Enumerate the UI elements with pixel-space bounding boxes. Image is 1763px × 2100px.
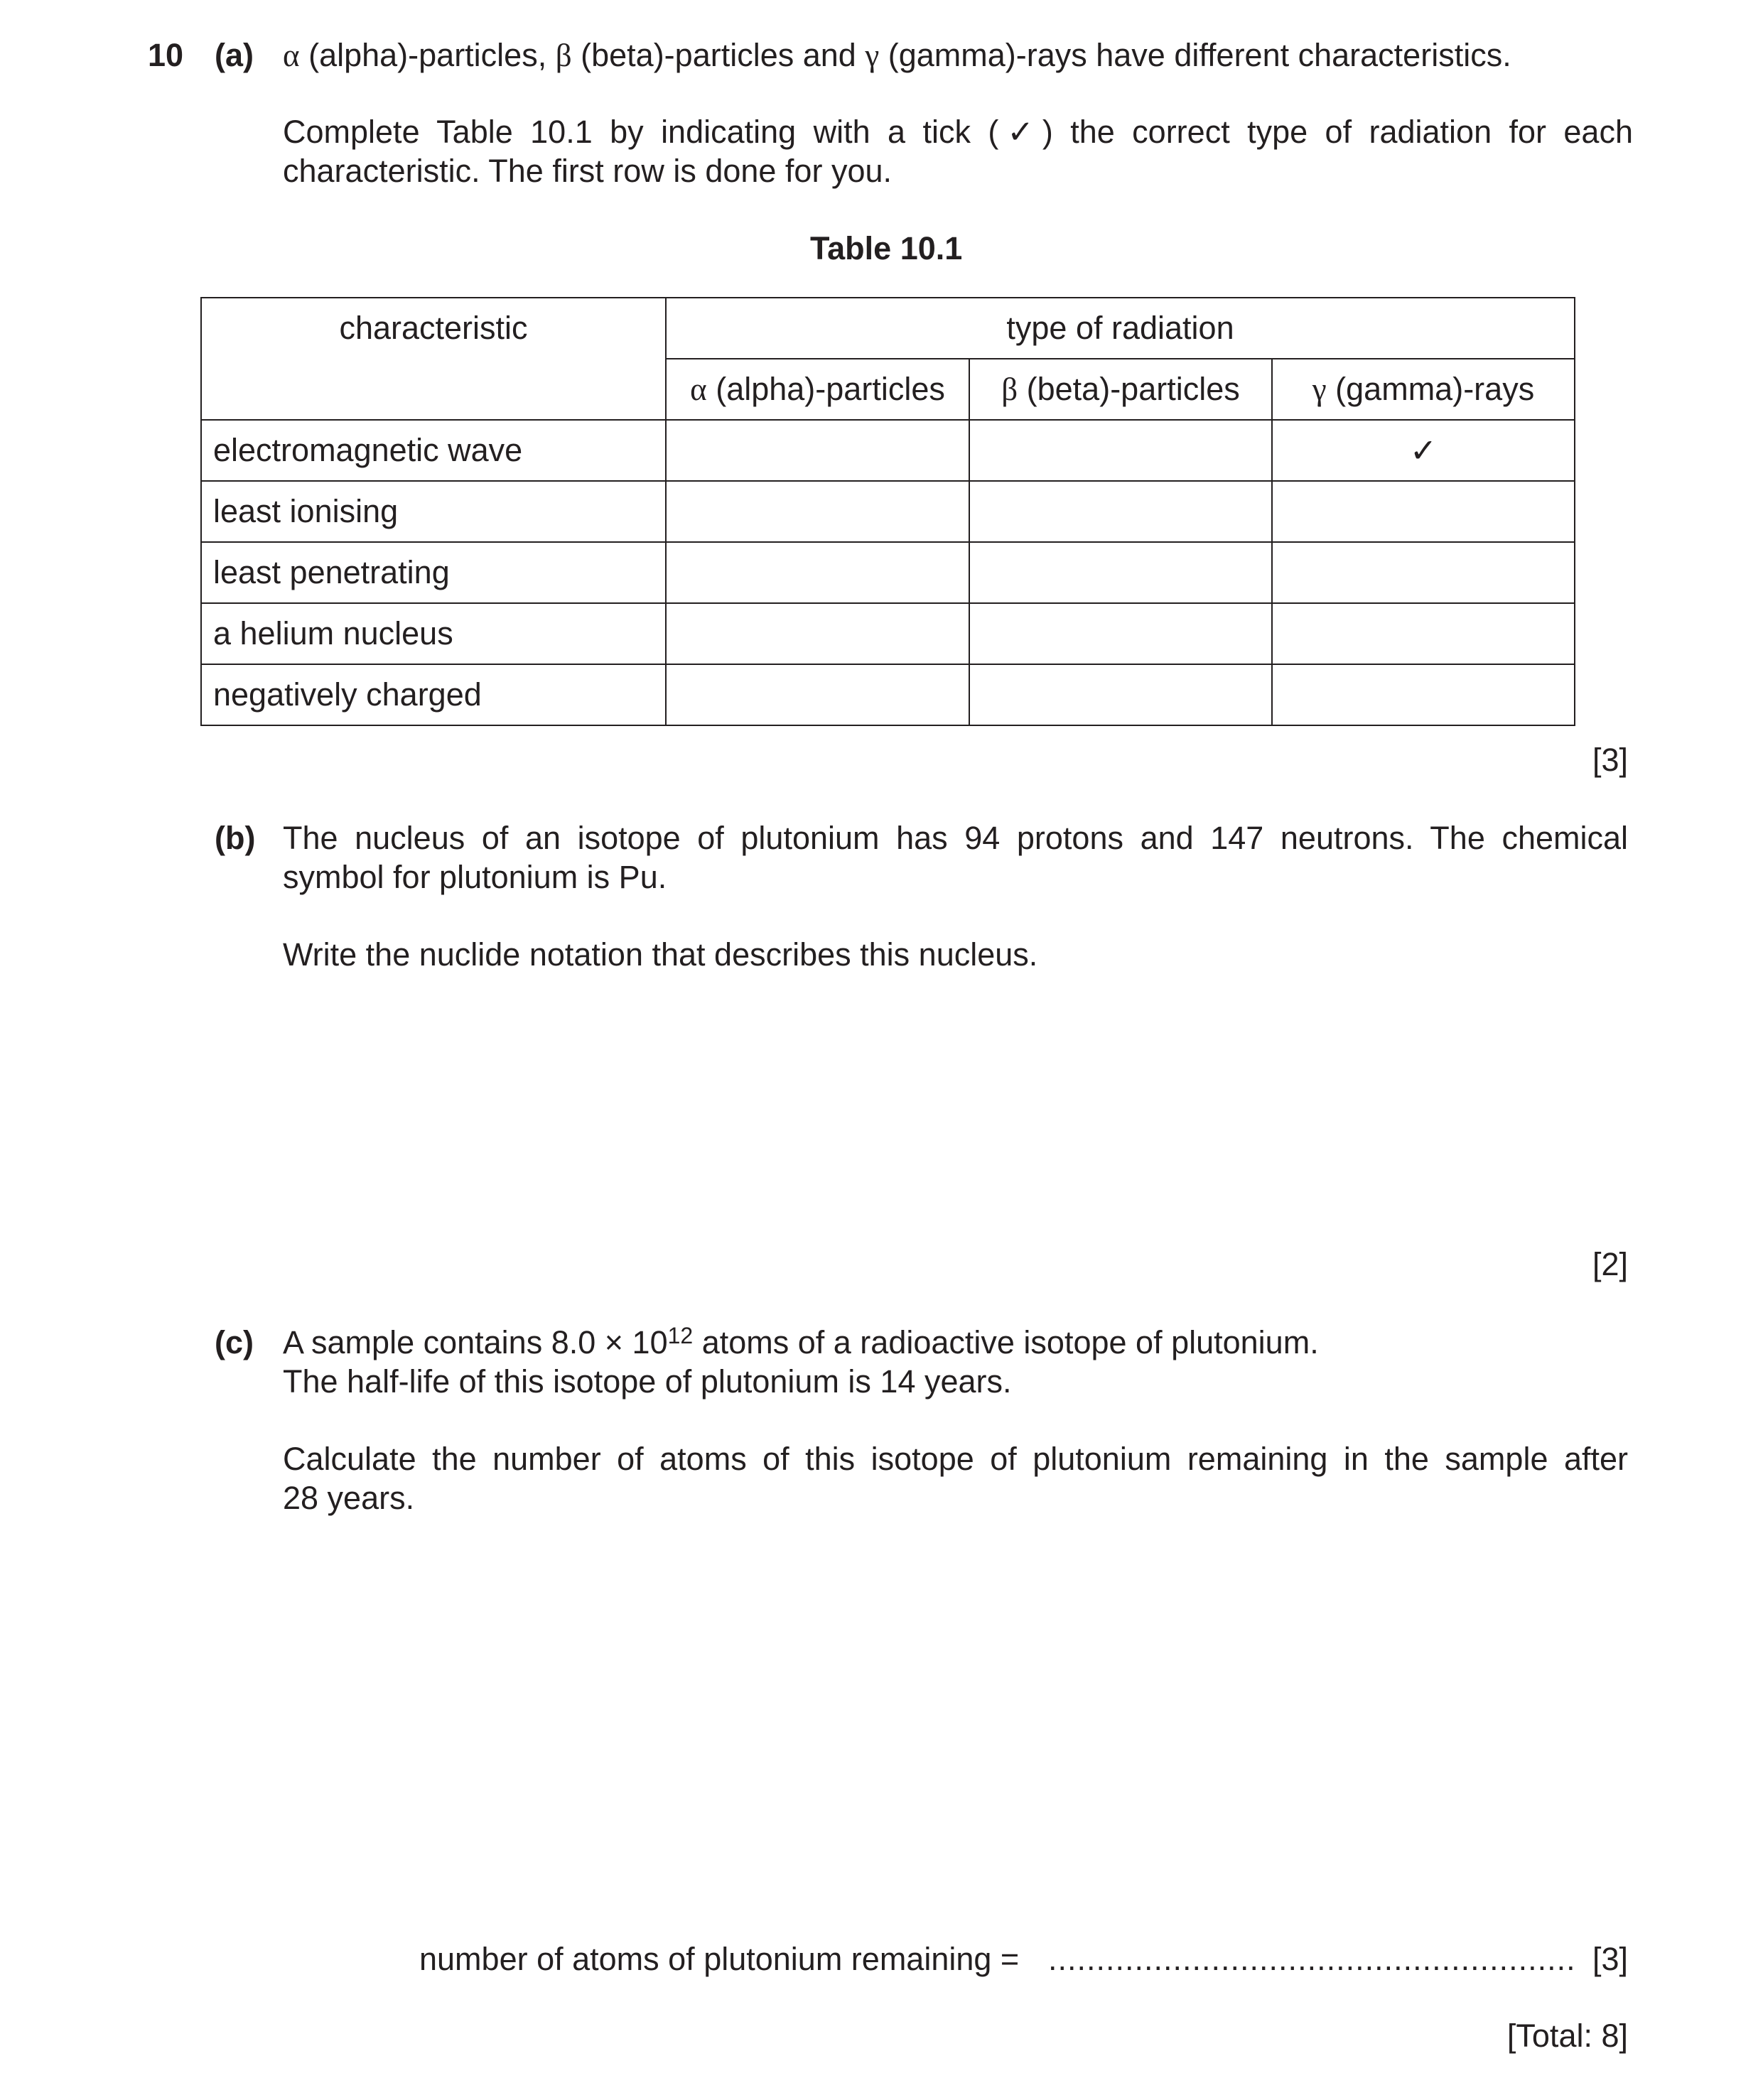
part-c-line1 <box>283 1323 1319 1362</box>
answer-label: number of atoms of plutonium remaining = <box>419 1941 1020 1977</box>
table-caption: Table 10.1 <box>810 230 963 266</box>
table-row <box>201 664 1575 725</box>
header-gamma <box>1272 359 1575 420</box>
answer-cell-beta[interactable] <box>969 664 1272 725</box>
part-b-instruction: Write the nuclide notation that describes this nucleus. <box>283 936 1038 973</box>
part-b-line2: symbol for plutonium is Pu. <box>283 859 667 895</box>
answer-cell-alpha[interactable] <box>666 664 969 725</box>
answer-cell-alpha[interactable] <box>666 542 969 603</box>
alpha-symbol: α <box>283 38 300 73</box>
beta-symbol: β <box>555 38 572 73</box>
answer-cell-gamma[interactable] <box>1272 664 1575 725</box>
part-c-line2: The half-life of this isotope of plutonium is 14 years. <box>283 1363 1012 1400</box>
table-row <box>201 542 1575 603</box>
answer-cell-beta[interactable] <box>969 603 1272 664</box>
intro-beta-text: (beta)-particles and <box>571 37 866 73</box>
tick-mark-gamma: ✓ <box>1272 420 1575 481</box>
row-characteristic: negatively charged <box>201 664 666 725</box>
intro-alpha-text: (alpha)-particles, <box>299 37 556 73</box>
header-alpha <box>666 359 969 420</box>
part-b-answer-space[interactable] <box>283 987 1628 1236</box>
total-marks: [Total: 8] <box>1506 2018 1628 2054</box>
answer-cell-beta[interactable] <box>969 481 1272 542</box>
part-b-line1: The nucleus of an isotope of plutonium has 94 protons and 147 neutrons. The chemical <box>283 820 1628 856</box>
answer-cell-alpha[interactable] <box>666 481 969 542</box>
answer-cell-beta[interactable] <box>969 542 1272 603</box>
radiation-table <box>200 297 1575 726</box>
part-a-instruction-line1: Complete Table 10.1 by indicating with a tick (✓) the correct type of radiation for each <box>283 114 1633 150</box>
row-characteristic: electromagnetic wave <box>201 420 666 481</box>
answer-cell-gamma[interactable] <box>1272 481 1575 542</box>
part-c-instruction-line2: 28 years. <box>283 1480 415 1516</box>
part-b-marks: [2] <box>1592 1246 1628 1282</box>
header-alpha-text: (alpha)-particles <box>706 371 945 407</box>
header-type-of-radiation: type of radiation <box>666 298 1575 359</box>
row-characteristic: least penetrating <box>201 542 666 603</box>
beta-symbol: β <box>1001 372 1018 407</box>
answer-cell-gamma[interactable] <box>1272 603 1575 664</box>
answer-cell-gamma[interactable] <box>1272 542 1575 603</box>
answer-cell-alpha[interactable] <box>666 420 969 481</box>
intro-gamma-text: (gamma)-rays have different characteristics. <box>879 37 1511 73</box>
row-characteristic: least ionising <box>201 481 666 542</box>
answer-cell-beta[interactable] <box>969 420 1272 481</box>
answer-line[interactable]: ....................................................... <box>1048 1941 1576 1977</box>
answer-cell-alpha[interactable] <box>666 603 969 664</box>
part-a-intro <box>283 36 1511 75</box>
part-c-exponent: 12 <box>667 1323 694 1348</box>
part-c-instruction-line1: Calculate the number of atoms of this isotope of plutonium remaining in the sample after <box>283 1441 1628 1477</box>
gamma-symbol: γ <box>1312 372 1327 407</box>
part-a-marks: [3] <box>1592 742 1628 778</box>
header-beta-text: (beta)-particles <box>1018 371 1240 407</box>
table-row <box>201 420 1575 481</box>
table-row <box>201 603 1575 664</box>
part-c-working-space[interactable] <box>283 1535 1628 1932</box>
question-number: 10 <box>148 37 184 73</box>
part-c-line1-pre: A sample contains 8.0 × 10 <box>283 1324 668 1360</box>
part-a-label: (a) <box>215 37 254 73</box>
alpha-symbol: α <box>690 372 707 407</box>
header-gamma-text: (gamma)-rays <box>1326 371 1535 407</box>
part-a-instruction-line2: characteristic. The first row is done for you. <box>283 153 892 189</box>
header-characteristic: characteristic <box>201 298 666 420</box>
gamma-symbol: γ <box>865 38 880 73</box>
part-b-label: (b) <box>215 820 256 856</box>
header-beta <box>969 359 1272 420</box>
part-c-marks: [3] <box>1592 1941 1628 1977</box>
row-characteristic: a helium nucleus <box>201 603 666 664</box>
part-c-label: (c) <box>215 1324 254 1360</box>
table-row <box>201 481 1575 542</box>
part-c-line1-post: atoms of a radioactive isotope of plutonium. <box>693 1324 1319 1360</box>
